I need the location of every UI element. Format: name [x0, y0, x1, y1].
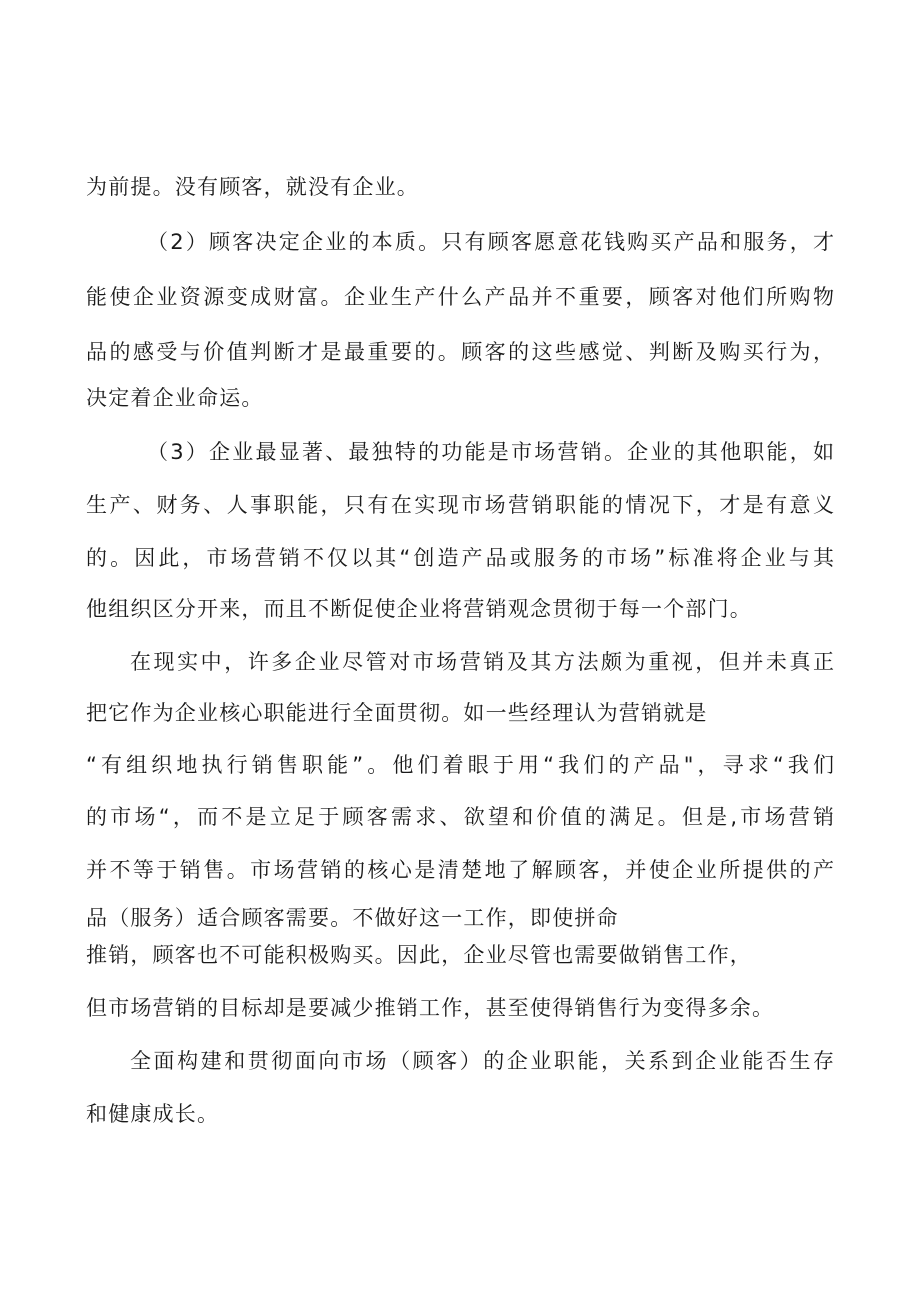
text-line: 他组织区分开来，而且不断促使企业将营销观念贯彻于每一个部门。	[86, 597, 752, 621]
text-line: 生产、财务、人事职能，只有在实现市场营销职能的情况下，才是有意义	[86, 493, 834, 517]
text-line: 把它作为企业核心职能进行全面贯彻。如一些经理认为营销就是	[86, 701, 708, 725]
text-line: 的市场“，而不是立足于顾客需求、欲望和价值的满足。但是,市场营销	[86, 805, 834, 829]
text-line: 但市场营销的目标却是要减少推销工作，甚至使得销售行为变得多余。	[86, 996, 775, 1020]
text-line: 并不等于销售。市场营销的核心是清楚地了解顾客，并使企业所提供的产	[86, 858, 834, 882]
text-line: （3）企业最显著、最独特的功能是市场营销。企业的其他职能，如	[147, 440, 834, 464]
text-line: 品（服务）适合顾客需要。不做好这一工作，即使拼命	[86, 906, 619, 930]
text-line: 推销，顾客也不可能积极购买。因此，企业尽管也需要做销售工作，	[86, 943, 752, 967]
text-line: （2）顾客决定企业的本质。只有顾客愿意花钱购买产品和服务，才	[147, 230, 834, 254]
text-line: “有组织地执行销售职能”。他们着眼于用“我们的产品"，寻求“我们	[86, 753, 834, 777]
text-line: 能使企业资源变成财富。企业生产什么产品并不重要，顾客对他们所购物	[86, 285, 834, 309]
text-line: 品的感受与价值判断才是最重要的。顾客的这些感觉、判断及购买行为，	[86, 340, 834, 364]
text-line: 在现实中，许多企业尽管对市场营销及其方法颇为重视，但并未真正	[130, 650, 834, 674]
text-line: 的。因此，市场营销不仅以其“创造产品或服务的市场”标准将企业与其	[86, 546, 834, 570]
text-line: 全面构建和贯彻面向市场（顾客）的企业职能，关系到企业能否生存	[130, 1049, 834, 1073]
text-line: 为前提。没有顾客，就没有企业。	[86, 175, 419, 199]
text-line: 决定着企业命运。	[86, 386, 264, 410]
text-line: 和健康成长。	[86, 1102, 220, 1126]
